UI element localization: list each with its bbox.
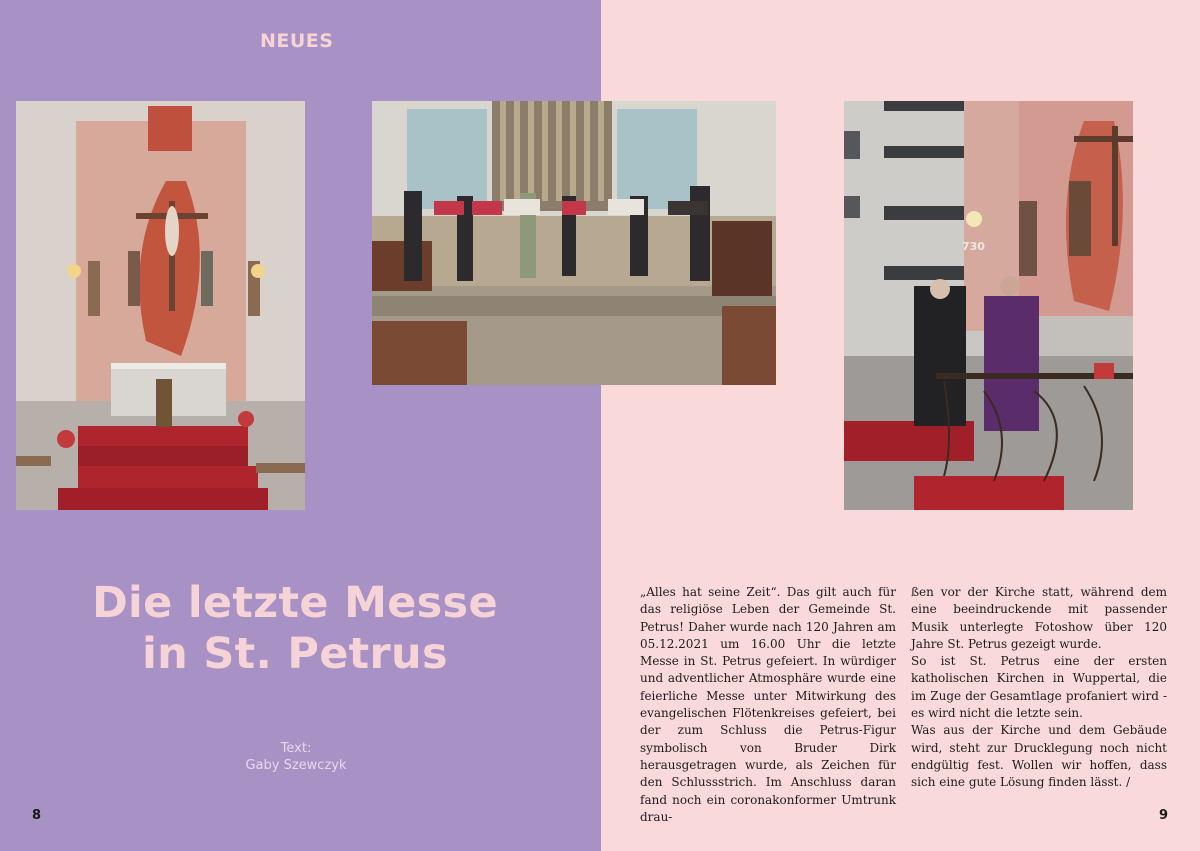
article-paragraph: Was aus der Kirche und dem Gebäude wird, steht zur Drucklegung noch nicht endgültig fest. Wollen wir hoffen, dass sich eine gute Lösung finden lässt. / [911, 723, 1167, 790]
section-label: NEUES [260, 30, 334, 52]
article-paragraph: So ist St. Petrus eine der ersten katholischen Kirchen in Wuppertal, die im Zuge der Gesamtlage profaniert wird - es wird nicht die letzte sein. [911, 654, 1167, 721]
article-headline [60, 578, 530, 680]
photo-overlay-label: 730 [962, 240, 985, 253]
headline-line-1: Die letzte Messe [92, 578, 498, 628]
article-paragraph: „Alles hat seine Zeit“. Das gilt auch für das religiöse Leben der Gemeinde St. Petrus! Daher wurde nach 120 Jahren am 05.12.2021 um 16.00 Uhr die letzte Messe in St. Petrus gefeiert. In würdiger und adventlicher Atmosphäre wurde eine feierliche Messe unter Mitwirkung des evangelischen Flötenkreises gefeiert, bei der zum Schluss die Petrus-Figur symbolisch von Bruder Dirk herausgetragen wurde, als Zeichen für den Schlussstrich. Im Anschluss daran fand noch ein coronakonformer Umtrunk drau- [640, 585, 896, 824]
priests-photo [844, 101, 1133, 510]
flute-ensemble-photo [372, 101, 776, 385]
page-number-right: 9 [1159, 808, 1169, 823]
headline-line-2: in St. Petrus [142, 629, 448, 679]
altar-photo [16, 101, 305, 510]
credit-label: Text: [280, 741, 312, 756]
credit-author: Gaby Szewczyk [245, 758, 347, 773]
article-paragraph: ßen vor der Kirche statt, während dem eine beeindruckende mit passender Musik unterlegte Fotoshow über 120 Jahre St. Petrus gezeigt wurde. [911, 585, 1167, 651]
author-credit [196, 740, 396, 774]
article-column-2 [911, 584, 1167, 792]
article-column-1 [640, 584, 896, 826]
page-number-left: 8 [32, 808, 42, 823]
